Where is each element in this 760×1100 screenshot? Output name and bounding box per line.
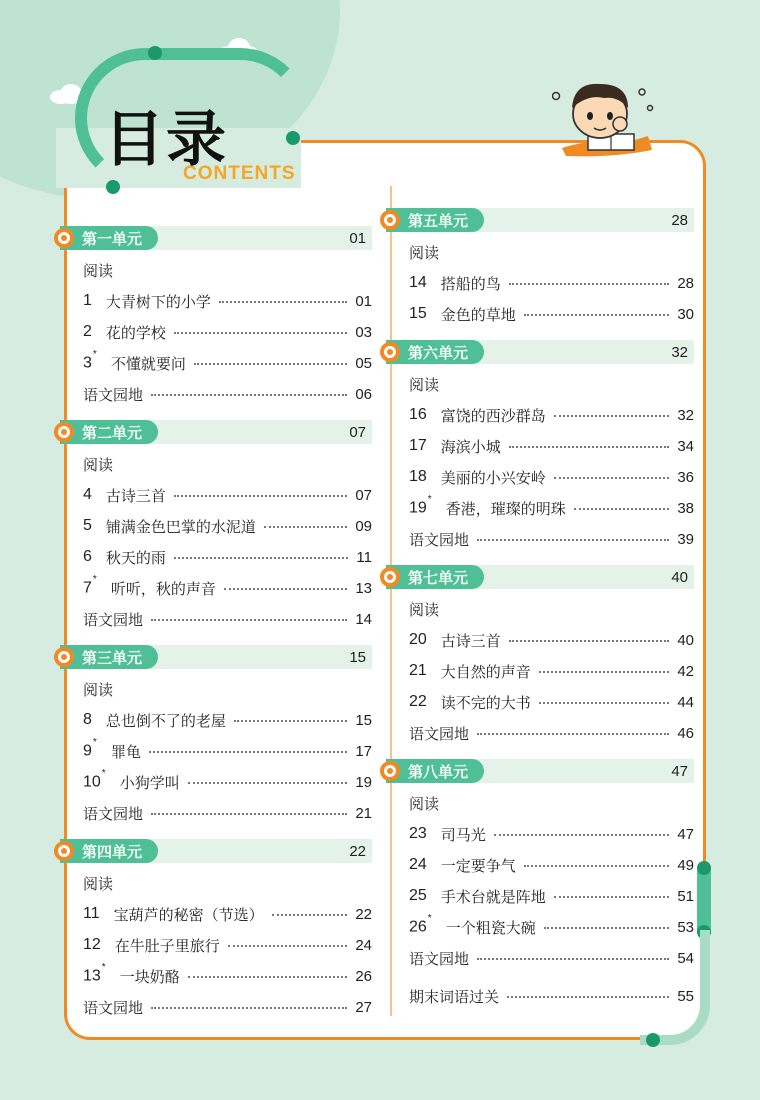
entry-page-number: 53	[677, 918, 694, 936]
unit-label: 第四单元	[82, 842, 143, 861]
unit-header[interactable]	[386, 759, 694, 783]
student-reading-illustration	[552, 70, 662, 160]
entry-title: 阅读	[83, 680, 114, 699]
entry-page-number: 34	[677, 437, 694, 455]
dot-leader	[188, 976, 348, 978]
toc-entry[interactable]	[409, 405, 694, 425]
entry-page-number: 55	[677, 987, 694, 1005]
toc-entry[interactable]	[83, 485, 372, 505]
lesson-number: 3*	[83, 349, 97, 372]
unit-title	[60, 420, 158, 444]
entry-title: 语文园地	[83, 610, 144, 629]
entry-title: 罪龟	[110, 742, 141, 761]
entry-page-number: 28	[677, 274, 694, 292]
unit-page-number: 40	[671, 568, 688, 586]
entry-title: 阅读	[409, 794, 440, 813]
unit-title	[60, 226, 158, 250]
unit-title	[386, 759, 484, 783]
unit-header[interactable]	[60, 645, 372, 669]
lesson-number: 11	[83, 905, 100, 922]
entry-page-number: 15	[355, 711, 372, 729]
toc-entry[interactable]	[83, 997, 372, 1017]
unit-label: 第七单元	[408, 568, 469, 587]
dot-leader	[507, 996, 669, 998]
lesson-number: 25	[409, 887, 427, 904]
lesson-number: 2	[83, 323, 92, 340]
entry-title: 手术台就是阵地	[440, 887, 546, 906]
dot-leader	[219, 301, 347, 303]
entry-title: 阅读	[409, 375, 440, 394]
toc-entry-final-review[interactable]	[409, 986, 694, 1006]
entry-title: 语文园地	[83, 998, 144, 1017]
toc-entry[interactable]	[83, 737, 372, 761]
toc-entry[interactable]	[409, 661, 694, 681]
entry-page-number: 01	[355, 292, 372, 310]
unit-header[interactable]	[386, 565, 694, 589]
entry-title: 语文园地	[409, 949, 470, 968]
lesson-number: 24	[409, 856, 427, 873]
entry-page-number: 36	[677, 468, 694, 486]
entry-page-number: 27	[355, 998, 372, 1016]
optional-lesson-marker: *	[92, 737, 97, 749]
entry-title: 大青树下的小学	[105, 292, 211, 311]
lesson-number: 23	[409, 825, 427, 842]
entry-page-number: 05	[355, 354, 372, 372]
toc-entry[interactable]	[409, 467, 694, 487]
dot-leader	[234, 720, 347, 722]
toc-entry[interactable]	[409, 436, 694, 456]
toc-entry[interactable]	[83, 291, 372, 311]
section-label	[409, 793, 694, 813]
lesson-number: 15	[409, 305, 427, 322]
toc-entry[interactable]	[83, 322, 372, 342]
unit-label: 第一单元	[82, 229, 143, 248]
bullet-icon	[380, 567, 400, 587]
entry-title: 大自然的声音	[440, 662, 531, 681]
entry-page-number: 09	[355, 517, 372, 535]
unit-title	[60, 839, 158, 863]
entry-title: 小狗学叫	[119, 773, 180, 792]
lesson-number: 9*	[83, 737, 97, 760]
page-title: 目录	[104, 105, 228, 175]
lesson-number: 26*	[409, 913, 432, 936]
lesson-number: 21	[409, 662, 427, 679]
section-label	[409, 599, 694, 619]
optional-lesson-marker: *	[92, 349, 97, 361]
entry-page-number: 40	[677, 631, 694, 649]
unit-title	[60, 645, 158, 669]
unit-label: 第二单元	[82, 423, 143, 442]
toc-entry[interactable]	[83, 935, 372, 955]
entry-title: 阅读	[409, 243, 440, 262]
entry-page-number: 32	[677, 406, 694, 424]
unit-label: 第八单元	[408, 762, 469, 781]
toc-entry[interactable]	[409, 723, 694, 743]
entry-page-number: 26	[355, 967, 372, 985]
decorative-dot	[697, 861, 711, 875]
entry-title: 花的学校	[105, 323, 166, 342]
entry-page-number: 22	[355, 905, 372, 923]
entry-page-number: 47	[677, 825, 694, 843]
toc-entry[interactable]	[409, 948, 694, 968]
entry-title: 不懂就要问	[110, 354, 186, 373]
bullet-icon	[54, 228, 74, 248]
lesson-number: 13*	[83, 962, 106, 985]
lesson-number: 17	[409, 437, 427, 454]
dot-leader	[228, 945, 348, 947]
entry-title: 司马光	[440, 825, 486, 844]
entry-page-number: 06	[355, 385, 372, 403]
dot-leader	[509, 446, 670, 448]
dot-leader	[477, 539, 669, 541]
dot-leader	[494, 834, 670, 836]
bullet-icon	[54, 422, 74, 442]
page-subtitle: CONTENTS	[183, 163, 296, 184]
toc-entry[interactable]	[409, 494, 694, 518]
dot-leader	[194, 363, 347, 365]
entry-page-number: 19	[355, 773, 372, 791]
unit-header[interactable]	[386, 208, 694, 232]
lesson-number: 19*	[409, 494, 432, 517]
dot-leader	[509, 640, 670, 642]
optional-lesson-marker: *	[427, 494, 432, 506]
entry-title: 美丽的小兴安岭	[440, 468, 546, 487]
entry-title: 语文园地	[409, 530, 470, 549]
lesson-number: 5	[83, 517, 92, 534]
entry-title: 金色的草地	[440, 305, 516, 324]
lesson-number: 8	[83, 711, 92, 728]
dot-leader	[151, 1007, 347, 1009]
entry-page-number: 30	[677, 305, 694, 323]
dot-leader	[524, 865, 670, 867]
dot-leader	[272, 914, 348, 916]
bullet-icon	[380, 210, 400, 230]
lesson-number: 10*	[83, 768, 106, 791]
unit-page-number: 15	[349, 648, 366, 666]
dot-leader	[151, 394, 347, 396]
dot-leader	[477, 958, 669, 960]
dot-leader	[509, 283, 670, 285]
entry-title: 秋天的雨	[105, 548, 166, 567]
entry-page-number: 46	[677, 724, 694, 742]
toc-entry[interactable]	[83, 574, 372, 598]
bullet-icon	[380, 761, 400, 781]
column-divider	[390, 186, 392, 1016]
lesson-number: 12	[83, 936, 101, 953]
bullet-icon	[380, 342, 400, 362]
toc-entry[interactable]	[409, 913, 694, 937]
unit-title	[386, 340, 484, 364]
lesson-number: 20	[409, 631, 427, 648]
entry-title: 期末词语过关	[409, 987, 500, 1006]
lesson-number: 7*	[83, 574, 97, 597]
entry-page-number: 49	[677, 856, 694, 874]
lesson-number: 16	[409, 406, 427, 423]
unit-label: 第六单元	[408, 343, 469, 362]
lesson-number: 14	[409, 274, 427, 291]
toc-entry[interactable]	[83, 547, 372, 567]
unit-page-number: 32	[671, 343, 688, 361]
dot-leader	[554, 477, 670, 479]
unit-header[interactable]	[60, 839, 372, 863]
entry-title: 一定要争气	[440, 856, 516, 875]
entry-title: 一个粗瓷大碗	[445, 918, 536, 937]
toc-entry[interactable]	[83, 349, 372, 373]
unit-title	[386, 208, 484, 232]
entry-title: 富饶的西沙群岛	[440, 406, 546, 425]
toc-entry[interactable]	[409, 692, 694, 712]
section-label	[83, 873, 372, 893]
dot-leader	[174, 495, 347, 497]
toc-entry[interactable]	[83, 710, 372, 730]
entry-title: 读不完的大书	[440, 693, 531, 712]
entry-page-number: 42	[677, 662, 694, 680]
entry-page-number: 07	[355, 486, 372, 504]
toc-entry[interactable]	[83, 904, 372, 924]
entry-title: 铺满金色巴掌的水泥道	[105, 517, 256, 536]
entry-title: 阅读	[83, 261, 114, 280]
entry-title: 古诗三首	[105, 486, 166, 505]
toc-entry[interactable]	[409, 304, 694, 324]
dot-leader	[151, 619, 347, 621]
section-label	[83, 679, 372, 699]
unit-header[interactable]	[60, 226, 372, 250]
dot-leader	[264, 526, 347, 528]
toc-entry[interactable]	[83, 962, 372, 986]
dot-leader	[151, 813, 347, 815]
toc-entry[interactable]	[83, 384, 372, 404]
lesson-number: 1	[83, 292, 92, 309]
decorative-dot	[148, 46, 162, 60]
entry-title: 语文园地	[409, 724, 470, 743]
entry-page-number: 24	[355, 936, 372, 954]
entry-title: 古诗三首	[440, 631, 501, 650]
section-label	[83, 454, 372, 474]
lesson-number: 4	[83, 486, 92, 503]
entry-title: 阅读	[409, 600, 440, 619]
entry-title: 听听，秋的声音	[110, 579, 216, 598]
unit-page-number: 01	[349, 229, 366, 247]
entry-title: 语文园地	[83, 385, 144, 404]
toc-entry[interactable]	[409, 855, 694, 875]
entry-page-number: 17	[355, 742, 372, 760]
unit-header[interactable]	[386, 340, 694, 364]
bullet-icon	[54, 841, 74, 861]
entry-page-number: 54	[677, 949, 694, 967]
entry-title: 宝葫芦的秘密（节选）	[113, 905, 264, 924]
entry-title: 一块奶酪	[119, 967, 180, 986]
section-label	[409, 242, 694, 262]
entry-title: 总也倒不了的老屋	[105, 711, 226, 730]
unit-page-number: 22	[349, 842, 366, 860]
decorative-dot	[646, 1033, 660, 1047]
entry-title: 海滨小城	[440, 437, 501, 456]
dot-leader	[554, 415, 670, 417]
dot-leader	[188, 782, 348, 784]
entry-page-number: 51	[677, 887, 694, 905]
entry-page-number: 13	[355, 579, 372, 597]
dot-leader	[174, 332, 347, 334]
dot-leader	[574, 508, 670, 510]
bullet-icon	[54, 647, 74, 667]
unit-page-number: 07	[349, 423, 366, 441]
entry-title: 在牛肚子里旅行	[114, 936, 220, 955]
dot-leader	[224, 588, 347, 590]
decorative-dot	[106, 180, 120, 194]
entry-page-number: 39	[677, 530, 694, 548]
section-label	[409, 374, 694, 394]
toc-entry[interactable]	[409, 529, 694, 549]
toc-entry[interactable]	[83, 609, 372, 629]
unit-page-number: 28	[671, 211, 688, 229]
entry-title: 香港，璀璨的明珠	[445, 499, 566, 518]
unit-header[interactable]	[60, 420, 372, 444]
dot-leader	[524, 314, 670, 316]
entry-page-number: 14	[355, 610, 372, 628]
lesson-number: 6	[83, 548, 92, 565]
unit-label: 第五单元	[408, 211, 469, 230]
section-label	[83, 260, 372, 280]
entry-title: 阅读	[83, 455, 114, 474]
decorative-dot	[286, 131, 300, 145]
lesson-number: 22	[409, 693, 427, 710]
optional-lesson-marker: *	[92, 574, 97, 586]
dot-leader	[174, 557, 349, 559]
entry-page-number: 21	[355, 804, 372, 822]
unit-label: 第三单元	[82, 648, 143, 667]
dot-leader	[544, 927, 670, 929]
optional-lesson-marker: *	[101, 768, 106, 780]
lesson-number: 18	[409, 468, 427, 485]
entry-page-number: 44	[677, 693, 694, 711]
dot-leader	[554, 896, 670, 898]
entry-title: 搭船的鸟	[440, 274, 501, 293]
entry-title: 阅读	[83, 874, 114, 893]
dot-leader	[539, 671, 670, 673]
optional-lesson-marker: *	[101, 962, 106, 974]
dot-leader	[149, 751, 347, 753]
toc-entry[interactable]	[409, 630, 694, 650]
toc-entry[interactable]	[83, 516, 372, 536]
unit-page-number: 47	[671, 762, 688, 780]
toc-entry[interactable]	[83, 803, 372, 823]
toc-entry[interactable]	[409, 886, 694, 906]
toc-entry[interactable]	[409, 824, 694, 844]
toc-entry[interactable]	[83, 768, 372, 792]
entry-page-number: 03	[355, 323, 372, 341]
optional-lesson-marker: *	[427, 913, 432, 925]
toc-entry[interactable]	[409, 273, 694, 293]
entry-title: 语文园地	[83, 804, 144, 823]
unit-title	[386, 565, 484, 589]
dot-leader	[477, 733, 669, 735]
dot-leader	[539, 702, 670, 704]
entry-page-number: 11	[356, 548, 372, 566]
entry-page-number: 38	[677, 499, 694, 517]
